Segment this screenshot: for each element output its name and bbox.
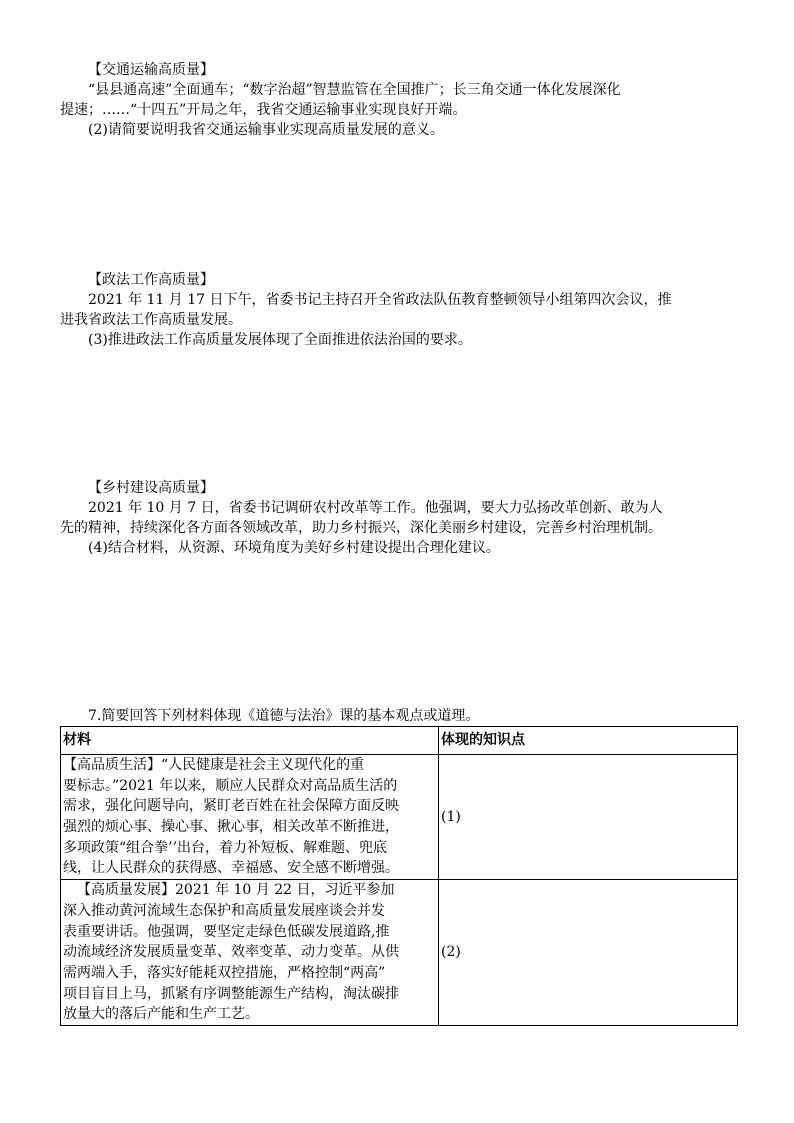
material-line: 表重要讲话。他强调，要坚定走绿色低碳发展道路,推 xyxy=(63,923,390,940)
answer-cell[interactable]: (1) xyxy=(439,755,738,880)
material-line: 深入推动黄河流域生态保护和高质量发展座谈会并发 xyxy=(63,902,385,919)
material-line: 【高品质生活】“人民健康是社会主义现代化的重 xyxy=(63,757,365,773)
section-transport xyxy=(60,60,736,140)
table-row xyxy=(61,880,738,1026)
table-row xyxy=(61,755,738,880)
material-line: 需求，强化问题导向，紧盯老百姓在社会保障方面反映 xyxy=(63,798,399,815)
material-line: 【高质量发展】2021 年 10 月 22 日，习近平参加 xyxy=(77,882,395,899)
material-line: 线，让人民群众的获得感、幸福感、安全感不断增强。 xyxy=(63,860,399,877)
material-line: 提速；……“十四五”开局之年，我省交通运输事业实现良好开端。 xyxy=(60,102,467,118)
material-line: 需两端入手，落实好能耗双控措施，严格控制“两高” xyxy=(63,964,386,981)
material-line: 进我省政法工作高质量发展。 xyxy=(60,312,242,328)
material-cell xyxy=(61,880,439,1026)
section-politics-law xyxy=(60,270,736,350)
question-text: (4)结合材料，从资源、环境角度为美好乡村建设提出合理化建议。 xyxy=(88,540,500,556)
material-line: 要标志。”2021 年以来，顺应人民群众对高品质生活的 xyxy=(63,777,398,794)
section-rural xyxy=(60,478,736,558)
material-line: 多项政策“组合拳’’出台，着力补短板、解难题、兜底 xyxy=(63,839,388,856)
material-line: 先的精神，持续深化各方面各领域改革，助力乡村振兴，深化美丽乡村建设，完善乡村治理机制。 xyxy=(60,520,662,536)
section-title: 【政法工作高质量】 xyxy=(88,272,214,288)
section-title: 【交通运输高质量】 xyxy=(88,62,214,78)
material-line: 2021 年 11 月 17 日下午，省委书记主持召开全省政法队伍教育整顿领导小组第四次会议，推 xyxy=(88,292,672,308)
section-title: 【乡村建设高质量】 xyxy=(88,480,214,496)
answer-cell[interactable]: (2) xyxy=(439,880,738,1026)
header-knowledge: 体现的知识点 xyxy=(439,727,738,755)
material-line: 动流域经济发展质量变革、效率变革、动力变革。从供 xyxy=(63,944,399,961)
table-header-row xyxy=(61,727,738,755)
answer-table xyxy=(60,726,738,1026)
material-line: 项目盲目上马，抓紧有序调整能源生产结构，淘汰碳排 xyxy=(63,985,399,1002)
material-line: 强烈的烦心事、操心事、揪心事，相关改革不断推进， xyxy=(63,819,399,836)
material-line: 2021 年 10 月 7 日，省委书记调研农村改革等工作。他强调，要大力弘扬改革创新、敢为人 xyxy=(88,500,663,516)
material-cell xyxy=(61,755,439,880)
material-line: “县县通高速”全面通车；“数字治超”智慧监管在全国推广；长三角交通一体化发展深化 xyxy=(88,82,621,98)
material-line: 放量大的落后产能和生产工艺。 xyxy=(63,1006,259,1023)
question-text: (3)推进政法工作高质量发展体现了全面推进依法治国的要求。 xyxy=(88,332,472,348)
header-material: 材料 xyxy=(61,727,439,755)
question-7-prompt: 7.简要回答下列材料体现《道德与法治》课的基本观点或道理。 xyxy=(88,708,480,724)
question-text: (2)请简要说明我省交通运输事业实现高质量发展的意义。 xyxy=(88,122,444,138)
